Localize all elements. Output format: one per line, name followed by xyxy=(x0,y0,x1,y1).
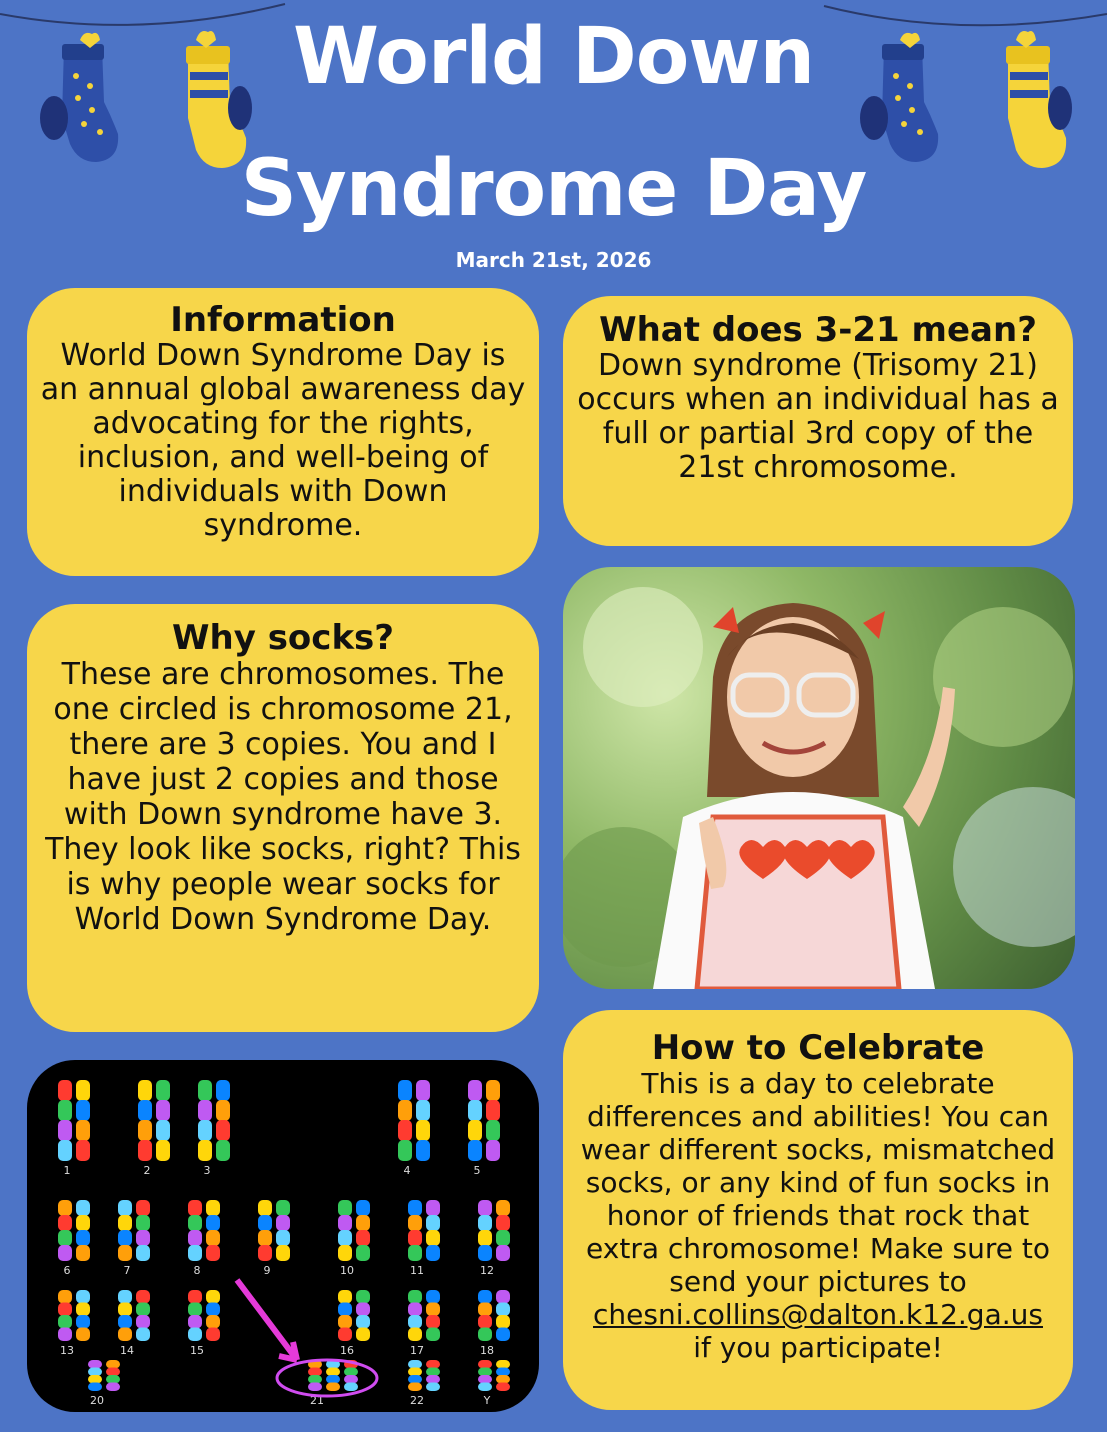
chromosome xyxy=(118,1290,132,1341)
chromosome xyxy=(496,1360,510,1391)
chromosome xyxy=(276,1200,290,1261)
chromosome xyxy=(106,1360,120,1391)
chromosome-label: 20 xyxy=(90,1394,104,1407)
chromosome xyxy=(478,1290,492,1341)
information-card xyxy=(27,288,539,576)
chromosome-label: 6 xyxy=(63,1264,71,1277)
chromosome xyxy=(156,1080,170,1161)
chromosome xyxy=(338,1290,352,1341)
chromosome xyxy=(478,1360,492,1391)
event-date: March 21st, 2026 xyxy=(455,248,652,272)
arrow-icon xyxy=(237,1280,297,1360)
email-link[interactable]: chesni.collins@dalton.k12.ga.us xyxy=(593,1298,1043,1332)
page-title-line1: World Down xyxy=(293,12,814,102)
chromosome-label: 4 xyxy=(403,1164,411,1177)
why-socks-card xyxy=(27,604,539,1032)
chromosome xyxy=(258,1200,272,1261)
chromosome-label: 3 xyxy=(203,1164,211,1177)
chromosome-label: 5 xyxy=(473,1164,481,1177)
celebrate-heading: How to Celebrate xyxy=(651,1028,985,1068)
chromosome-label: 1 xyxy=(63,1164,71,1177)
meaning-heading: What does 3-21 mean? xyxy=(599,310,1037,350)
karyotype-chart xyxy=(27,1060,539,1412)
celebrate-body: This is a day to celebrate differences and abilities! You can wear different socks, mismatched socks, or any kind of fun socks in honor of friends that rock that extra chromosome! Make sure to send your pictures to xyxy=(580,1067,1056,1299)
chromosome xyxy=(496,1290,510,1341)
girl-photo xyxy=(563,567,1075,989)
information-heading: Information xyxy=(170,300,396,340)
why-socks-heading: Why socks? xyxy=(171,618,395,658)
chromosome-label: 22 xyxy=(410,1394,424,1407)
celebrate-end: if you participate! xyxy=(693,1331,943,1365)
page-title-line2: Syndrome Day xyxy=(240,144,867,234)
chromosome xyxy=(408,1200,422,1261)
chromosome xyxy=(198,1080,212,1161)
celebrate-text xyxy=(567,1067,1069,1364)
information-text: World Down Syndrome Day is an annual global awareness day advocating for the rights, inclusion, and well-being of individuals with Down syndrome. xyxy=(40,338,526,544)
girl-illustration xyxy=(563,567,1075,989)
chromosome xyxy=(398,1080,412,1161)
chromosome xyxy=(426,1200,440,1261)
chromosome xyxy=(58,1290,72,1341)
chromosome xyxy=(58,1200,72,1261)
chromosome-label: 7 xyxy=(123,1264,131,1277)
yellow-sock-icon xyxy=(1006,31,1072,168)
chromosome-label: 8 xyxy=(193,1264,201,1277)
chromosome xyxy=(408,1360,422,1391)
chromosome xyxy=(326,1360,340,1391)
chromosome xyxy=(426,1290,440,1341)
chromosome-label: 13 xyxy=(60,1344,74,1357)
chromosome xyxy=(408,1290,422,1341)
chromosome xyxy=(338,1200,352,1261)
chromosome-label: 18 xyxy=(480,1344,494,1357)
chromosome xyxy=(206,1200,220,1261)
chromosome xyxy=(216,1080,230,1161)
chromosome xyxy=(136,1290,150,1341)
chromosome-label: 12 xyxy=(480,1264,494,1277)
chromosome xyxy=(468,1080,482,1161)
chromosome-label: 2 xyxy=(143,1164,151,1177)
chromosome-label: 21 xyxy=(310,1394,324,1407)
chromosome-label: 14 xyxy=(120,1344,134,1357)
chromosome-label: 9 xyxy=(263,1264,271,1277)
chromosome xyxy=(58,1080,72,1161)
chromosome xyxy=(206,1290,220,1341)
chromosome xyxy=(138,1080,152,1161)
chromosome-label: 11 xyxy=(410,1264,424,1277)
karyotype-image xyxy=(27,1060,539,1412)
chromosome xyxy=(76,1080,90,1161)
blue-sock-icon xyxy=(40,33,118,162)
celebrate-card xyxy=(563,1010,1073,1410)
chromosome xyxy=(118,1200,132,1261)
chromosome xyxy=(426,1360,440,1391)
chromosome xyxy=(308,1360,322,1391)
chromosome xyxy=(496,1200,510,1261)
chromosome xyxy=(136,1200,150,1261)
why-socks-text-1: These are chromosomes. The one circled is chromosome 21, there are 3 copies. You and I have just 2 copies and those with Down syndrome have 3. xyxy=(53,657,513,833)
chromosome-label: Y xyxy=(483,1394,491,1407)
chromosome-label: 15 xyxy=(190,1344,204,1357)
chromosome xyxy=(188,1200,202,1261)
chromosome xyxy=(88,1360,102,1391)
chromosome xyxy=(356,1290,370,1341)
chromosome-label: 16 xyxy=(340,1344,354,1357)
chromosome xyxy=(188,1290,202,1341)
chromosome xyxy=(486,1080,500,1161)
chromosome xyxy=(76,1200,90,1261)
chromosome xyxy=(478,1200,492,1261)
meaning-card xyxy=(563,296,1073,546)
chromosome-label: 10 xyxy=(340,1264,354,1277)
chromosome xyxy=(76,1290,90,1341)
why-socks-text-2: They look like socks, right? This is why people wear socks for World Down Syndrome Day. xyxy=(45,832,521,938)
chromosome xyxy=(356,1200,370,1261)
chromosome xyxy=(416,1080,430,1161)
chromosome-label: 17 xyxy=(410,1344,424,1357)
meaning-text: Down syndrome (Trisomy 21) occurs when an individual has a full or partial 3rd copy of the 21st chromosome. xyxy=(577,348,1059,486)
